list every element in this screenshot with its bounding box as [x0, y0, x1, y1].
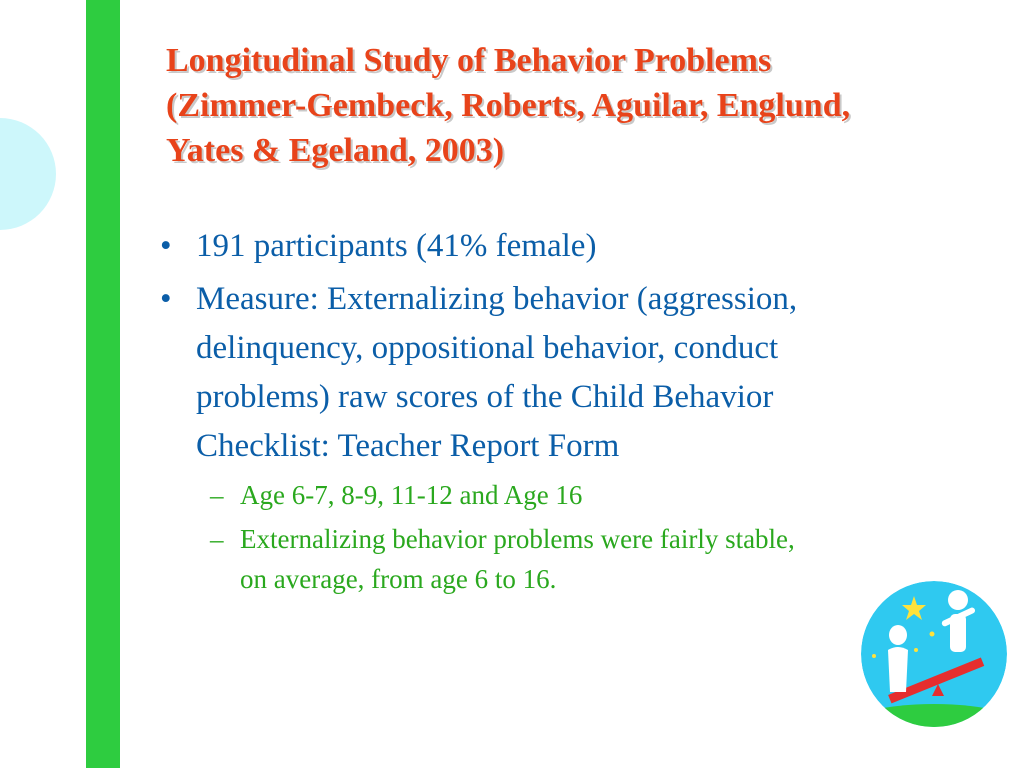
title-line-2: (Zimmer-Gembeck, Roberts, Aguilar, Englund, — [166, 87, 851, 124]
bullet-line: delinquency, oppositional behavior, conduct — [196, 330, 779, 366]
child-left-body — [888, 647, 908, 692]
bullet-item-measure — [160, 275, 960, 471]
sub-bullet-line: Age 6-7, 8-9, 11-12 and Age 16 — [240, 480, 583, 510]
child-left-head — [889, 625, 907, 645]
bullet-line: 191 participants (41% female) — [196, 228, 597, 264]
sub-bullet-line: Externalizing behavior problems were fairly stable, — [240, 524, 795, 554]
sub-bullet-mark: – — [210, 524, 224, 554]
bullet-line: problems) raw scores of the Child Behavior — [196, 379, 774, 415]
bullet-list — [160, 222, 960, 599]
bullet-mark: • — [160, 228, 172, 264]
bullet-mark: • — [160, 281, 172, 317]
sub-bullet-ages — [160, 475, 960, 515]
sub-bullet-line: on average, from age 6 to 16. — [240, 564, 557, 594]
sub-bullet-stability — [160, 519, 960, 599]
slide-title — [166, 38, 996, 173]
bullet-line: Checklist: Teacher Report Form — [196, 428, 620, 464]
decor-circle — [0, 118, 56, 230]
child-right-head — [948, 590, 968, 610]
sub-bullet-mark: – — [210, 480, 224, 510]
grass — [860, 704, 1008, 728]
bullet-line: Measure: Externalizing behavior (aggression, — [196, 281, 798, 317]
title-line-1: Longitudinal Study of Behavior Problems — [166, 42, 772, 79]
seesaw-children-icon — [860, 580, 1008, 728]
star-icon — [872, 654, 876, 658]
star-icon — [914, 648, 918, 652]
star-icon — [930, 632, 935, 637]
bullet-item-participants — [160, 222, 960, 271]
title-line-3: Yates & Egeland, 2003) — [166, 132, 505, 169]
accent-bar — [86, 0, 120, 768]
